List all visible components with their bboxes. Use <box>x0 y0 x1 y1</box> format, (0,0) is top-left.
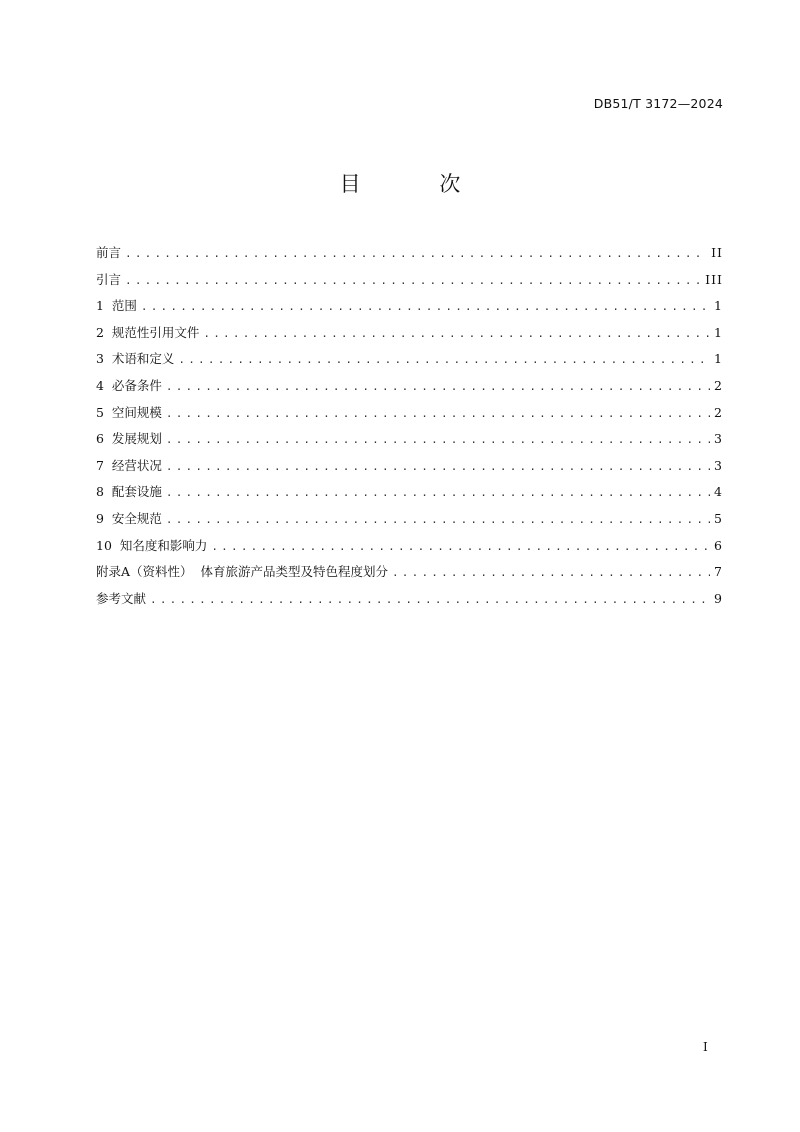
toc-entry-requirements[interactable] <box>96 373 723 400</box>
toc-entry-label: 引言 <box>96 271 122 287</box>
toc-entry-page: 2 <box>714 377 723 393</box>
toc-dot-leader <box>211 534 710 561</box>
toc-entry-label: 附录A（资料性） 体育旅游产品类型及特色程度划分 <box>96 564 388 580</box>
toc-entry-label: 10 知名度和影响力 <box>96 537 208 553</box>
toc-entry-supporting-facilities[interactable] <box>96 479 723 506</box>
toc-entry-label: 3 术语和定义 <box>96 351 175 367</box>
toc-entry-page: 1 <box>714 324 723 340</box>
toc-entry-label: 5 空间规模 <box>96 404 162 420</box>
toc-entry-page: III <box>705 271 723 287</box>
toc-dot-leader <box>166 427 710 454</box>
table-of-contents <box>96 240 723 612</box>
toc-entry-appendix-a[interactable] <box>96 559 723 586</box>
toc-entry-spatial-scale[interactable] <box>96 400 723 427</box>
toc-entry-label: 前言 <box>96 245 122 260</box>
toc-dot-leader <box>125 241 707 268</box>
toc-entry-reputation-influence[interactable] <box>96 533 723 560</box>
toc-dot-leader <box>166 480 710 507</box>
toc-entry-label: 1 范围 <box>96 298 137 314</box>
toc-dot-leader <box>178 347 710 374</box>
toc-entry-page: 9 <box>714 590 723 606</box>
toc-dot-leader <box>166 507 710 534</box>
toc-entry-label: 6 发展规划 <box>96 431 162 447</box>
toc-entry-label: 2 规范性引用文件 <box>96 324 200 340</box>
toc-entry-page: 3 <box>714 431 723 447</box>
toc-entry-label: 4 必备条件 <box>96 377 162 393</box>
toc-entry-page: 2 <box>714 404 723 420</box>
toc-dot-leader <box>125 268 701 295</box>
toc-entry-operating-status[interactable] <box>96 453 723 480</box>
toc-title: 目 次 <box>339 172 497 196</box>
toc-entry-page: 5 <box>714 510 723 526</box>
toc-entry-safety-standards[interactable] <box>96 506 723 533</box>
page-number: I <box>703 1040 708 1054</box>
toc-entry-label: 9 安全规范 <box>96 510 162 526</box>
toc-entry-scope[interactable] <box>96 293 723 320</box>
toc-entry-page: II <box>711 245 723 260</box>
toc-dot-leader <box>166 374 710 401</box>
toc-entry-bibliography[interactable] <box>96 586 723 613</box>
toc-entry-page: 1 <box>714 298 723 314</box>
toc-dot-leader <box>141 294 710 321</box>
document-code: DB51/T 3172—2024 <box>593 96 723 111</box>
toc-dot-leader <box>203 321 710 348</box>
toc-entry-page: 7 <box>714 564 723 580</box>
toc-entry-development-planning[interactable] <box>96 426 723 453</box>
toc-entry-terms-definitions[interactable] <box>96 346 723 373</box>
toc-entry-introduction[interactable] <box>96 267 723 294</box>
toc-dot-leader <box>166 401 710 428</box>
toc-dot-leader <box>150 587 710 614</box>
toc-entry-normative-references[interactable] <box>96 320 723 347</box>
toc-dot-leader <box>392 560 710 587</box>
toc-entry-page: 6 <box>714 537 723 553</box>
toc-entry-page: 3 <box>714 457 723 473</box>
toc-entry-label: 8 配套设施 <box>96 484 162 500</box>
toc-dot-leader <box>166 454 710 481</box>
toc-entry-label: 参考文献 <box>96 590 147 606</box>
toc-entry-label: 7 经营状况 <box>96 457 162 473</box>
toc-entry-page: 4 <box>714 484 723 500</box>
toc-entry-page: 1 <box>714 351 723 367</box>
toc-entry-foreword[interactable] <box>96 240 723 267</box>
